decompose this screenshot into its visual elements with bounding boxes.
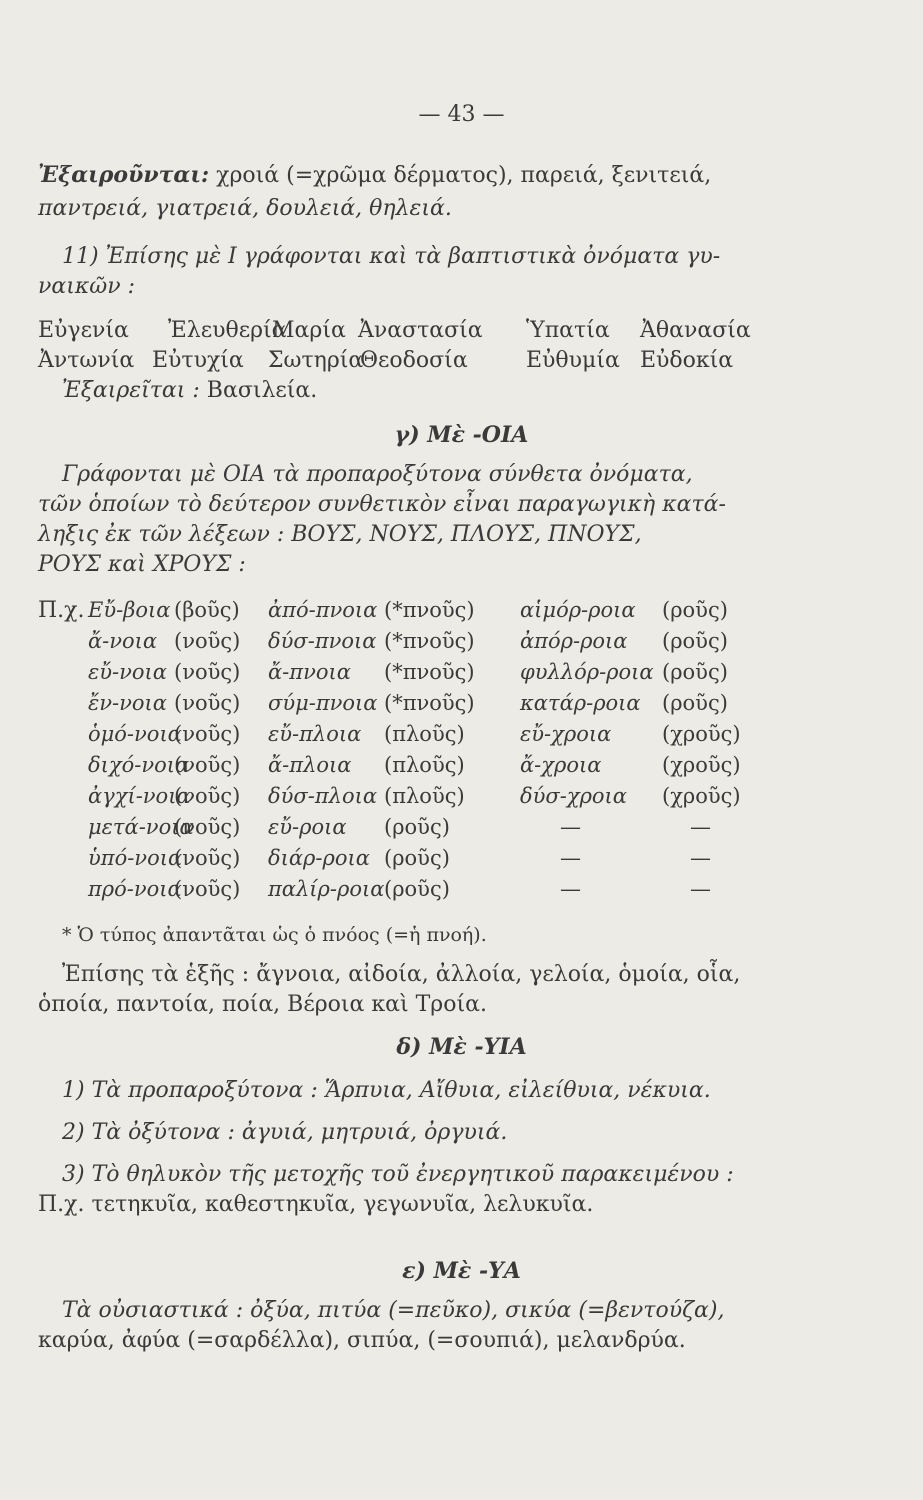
also-line-1: Ἐπίσης τὰ ἑξῆς : ἄγνοια, αἰδοία, ἀλλοία, γελοία, ὁμοία, οἷα, bbox=[62, 962, 741, 987]
name: Μαρία bbox=[272, 318, 346, 343]
section-e-heading: ε) Μὲ -ΥΑ bbox=[402, 1258, 521, 1284]
table-word: διάρ-ροια bbox=[268, 846, 370, 870]
name: Ἀθανασία bbox=[640, 318, 751, 343]
item-11-line-1: 11) Ἐπίσης μὲ Ι γράφονται καὶ τὰ βαπτιστικὰ ὀνόματα γυ- bbox=[62, 244, 721, 269]
table-word: διχό-νοια bbox=[88, 753, 190, 777]
table-word: — bbox=[560, 877, 581, 901]
table-root: (ροῦς) bbox=[384, 877, 450, 901]
name: Εὐτυχία bbox=[152, 348, 244, 373]
table-root: (ροῦς) bbox=[384, 815, 450, 839]
table-root: — bbox=[690, 846, 711, 870]
exception-label: Ἐξαιροῦνται: bbox=[38, 162, 210, 188]
table-word: παλίρ-ροια bbox=[268, 877, 385, 901]
table-word: ἀγχί-νοια bbox=[88, 784, 191, 808]
section-e-line-2: καρύα, ἀφύα (=σαρδέλλα), σιπύα, (=σουπιά), μελανδρύα. bbox=[38, 1328, 686, 1353]
table-root: (νοῦς) bbox=[174, 784, 241, 808]
exception-word: Βασιλεία. bbox=[206, 378, 318, 403]
section-d-item-1: 1) Τὰ προπαροξύτονα : Ἅρπυια, Αἴθυια, εἰλείθυια, νέκυια. bbox=[62, 1078, 711, 1103]
table-root: (νοῦς) bbox=[174, 815, 241, 839]
table-word: ἀπό-πνοια bbox=[268, 598, 378, 622]
exception-label: Ἐξαιρεῖται : bbox=[62, 378, 200, 403]
table-word: αἱμόρ-ροια bbox=[520, 598, 636, 622]
name: Ἐλευθερία bbox=[168, 318, 287, 343]
table-root: (χροῦς) bbox=[662, 722, 741, 746]
intro-line-1 bbox=[38, 160, 711, 191]
table-word: δύσ-πνοια bbox=[268, 629, 377, 653]
intro-line-1-rest: χροιά (=χρῶμα δέρματος), παρειά, ξενιτειά, bbox=[216, 163, 712, 188]
name: Εὐδοκία bbox=[640, 348, 734, 373]
table-root: (πλοῦς) bbox=[384, 722, 465, 746]
intro-line-2: παντρειά, γιατρειά, δουλειά, θηλειά. bbox=[38, 196, 452, 221]
name: Εὐθυμία bbox=[526, 348, 620, 373]
table-root: (*πνοῦς) bbox=[384, 629, 475, 653]
table-root: (νοῦς) bbox=[174, 629, 241, 653]
table-root: (*πνοῦς) bbox=[384, 660, 475, 684]
section-d-heading: δ) Μὲ -ΥΙΑ bbox=[396, 1034, 527, 1060]
table-root: (νοῦς) bbox=[174, 877, 241, 901]
table-root: (νοῦς) bbox=[174, 753, 241, 777]
table-root: (πλοῦς) bbox=[384, 784, 465, 808]
table-root: (βοῦς) bbox=[174, 598, 240, 622]
table-root: (χροῦς) bbox=[662, 784, 741, 808]
table-root: (ροῦς) bbox=[662, 660, 728, 684]
table-root: (*πνοῦς) bbox=[384, 598, 475, 622]
table-root: (νοῦς) bbox=[174, 691, 241, 715]
name: Θεοδοσία bbox=[360, 348, 468, 373]
exception-line bbox=[62, 376, 317, 406]
table-word: ὁμό-νοια bbox=[88, 722, 182, 746]
table-root: (νοῦς) bbox=[174, 660, 241, 684]
section-g-text-2: τῶν ὁποίων τὸ δεύτερον συνθετικὸν εἶναι παραγωγικὴ κατά- bbox=[38, 492, 726, 517]
table-word: εὔ-νοια bbox=[88, 660, 167, 684]
table-word: εὔ-ροια bbox=[268, 815, 347, 839]
table-word: Εὔ-βοια bbox=[88, 598, 171, 622]
name: Σωτηρία bbox=[268, 348, 364, 373]
table-word: εὔ-πλοια bbox=[268, 722, 362, 746]
table-word: φυλλόρ-ροια bbox=[520, 660, 654, 684]
table-word: ἄ-νοια bbox=[88, 629, 158, 653]
table-word: ἄ-πλοια bbox=[268, 753, 352, 777]
table-word: δύσ-πλοια bbox=[268, 784, 378, 808]
table-word: — bbox=[560, 815, 581, 839]
name: Ὑπατία bbox=[526, 318, 610, 343]
table-word: ἄ-πνοια bbox=[268, 660, 351, 684]
table-word: ἔν-νοια bbox=[88, 691, 167, 715]
table-root: (ροῦς) bbox=[662, 629, 728, 653]
table-root: (ροῦς) bbox=[662, 598, 728, 622]
table-word: ὑπό-νοια bbox=[88, 846, 183, 870]
table-word: κατάρ-ροια bbox=[520, 691, 641, 715]
section-d-item-3-line-1: 3) Τὸ θηλυκὸν τῆς μετοχῆς τοῦ ἐνεργητικοῦ παρακειμένου : bbox=[62, 1162, 734, 1187]
table-root: (χροῦς) bbox=[662, 753, 741, 777]
section-d-item-2: 2) Τὰ ὀξύτονα : ἀγυιά, μητρυιά, ὀργυιά. bbox=[62, 1120, 508, 1145]
table-root: (ροῦς) bbox=[662, 691, 728, 715]
name: Ἀναστασία bbox=[358, 318, 483, 343]
table-word: εὔ-χροια bbox=[520, 722, 612, 746]
table-word: δύσ-χροια bbox=[520, 784, 627, 808]
table-root: — bbox=[690, 877, 711, 901]
page-number: — 43 — bbox=[418, 102, 505, 127]
section-g-heading: γ) Μὲ -ΟΙΑ bbox=[394, 422, 529, 448]
also-line-2: ὁποία, παντοία, ποία, Βέροια καὶ Τροία. bbox=[38, 992, 487, 1017]
table-word: πρό-νοια bbox=[88, 877, 182, 901]
example-label: Π.χ. bbox=[38, 598, 85, 623]
section-g-text-1: Γράφονται μὲ ΟΙΑ τὰ προπαροξύτονα σύνθετα ὀνόματα, bbox=[62, 462, 693, 487]
table-root: (πλοῦς) bbox=[384, 753, 465, 777]
table-root: (*πνοῦς) bbox=[384, 691, 475, 715]
table-root: (νοῦς) bbox=[174, 722, 241, 746]
section-g-text-3: ληξις ἐκ τῶν λέξεων : ΒΟΥΣ, ΝΟΥΣ, ΠΛΟΥΣ, ΠΝΟΥΣ, bbox=[38, 522, 642, 547]
table-root: (ροῦς) bbox=[384, 846, 450, 870]
table-word: — bbox=[560, 846, 581, 870]
section-d-item-3-line-2: Π.χ. τετηκυῖα, καθεστηκυῖα, γεγωνυῖα, λελυκυῖα. bbox=[38, 1192, 594, 1217]
table-word: ἄ-χροια bbox=[520, 753, 602, 777]
footnote: * Ὁ τύπος ἀπαντᾶται ὡς ὁ πνόος (=ἡ πνοή). bbox=[62, 924, 487, 946]
table-root: (νοῦς) bbox=[174, 846, 241, 870]
section-e-line-1: Τὰ οὐσιαστικά : ὀξύα, πιτύα (=πεῦκο), σικύα (=βεντούζα), bbox=[62, 1298, 725, 1323]
table-root: — bbox=[690, 815, 711, 839]
item-11-line-2: ναικῶν : bbox=[38, 274, 136, 299]
name: Εὐγενία bbox=[38, 318, 129, 343]
table-word: ἀπόρ-ροια bbox=[520, 629, 628, 653]
table-word: μετά-νοια bbox=[88, 815, 194, 839]
table-word: σύμ-πνοια bbox=[268, 691, 378, 715]
section-g-text-4: ΡΟΥΣ καὶ ΧΡΟΥΣ : bbox=[38, 552, 246, 577]
name: Ἀντωνία bbox=[38, 348, 135, 373]
